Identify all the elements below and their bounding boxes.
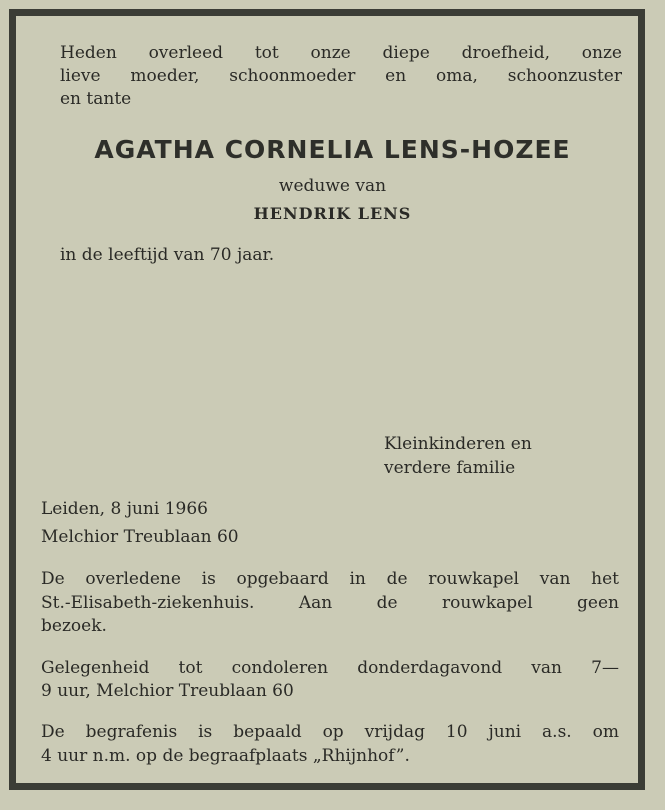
husband-name: HENDRIK LENS [253, 204, 412, 223]
condolence-line-2: 9 uur, Melchior Treublaan 60 [41, 681, 294, 701]
place-date: Leiden, 8 juni 1966 [41, 499, 208, 519]
deceased-name: AGATHA CORNELIA LENS-HOZEE [94, 135, 571, 164]
funeral-line-1: De begrafenis is bepaald op vrijdag 10 juni a.s. om [41, 722, 619, 742]
address: Melchior Treublaan 60 [41, 527, 239, 547]
funeral-line-2: 4 uur n.m. op de begraafplaats „Rhijnhof”. [41, 746, 410, 766]
intro-line-1: Heden overleed tot onze diepe droefheid, onze [60, 43, 622, 63]
laid-out-line-1: De overledene is opgebaard in de rouwkapel van het [41, 569, 619, 589]
family-line-1: Kleinkinderen en [384, 434, 532, 454]
laid-out-line-3: bezoek. [41, 616, 107, 636]
condolence-line-1: Gelegenheid tot condoleren donderdagavond van 7— [41, 658, 619, 678]
intro-line-2: lieve moeder, schoonmoeder en oma, schoonzuster [60, 66, 622, 86]
family-line-2: verdere familie [384, 458, 516, 478]
laid-out-line-2: St.-Elisabeth-ziekenhuis. Aan de rouwkapel geen [41, 593, 619, 613]
widow-of-text: weduwe van [278, 176, 387, 196]
age-line: in de leeftijd van 70 jaar. [60, 245, 275, 265]
intro-line-3: en tante [60, 89, 132, 109]
